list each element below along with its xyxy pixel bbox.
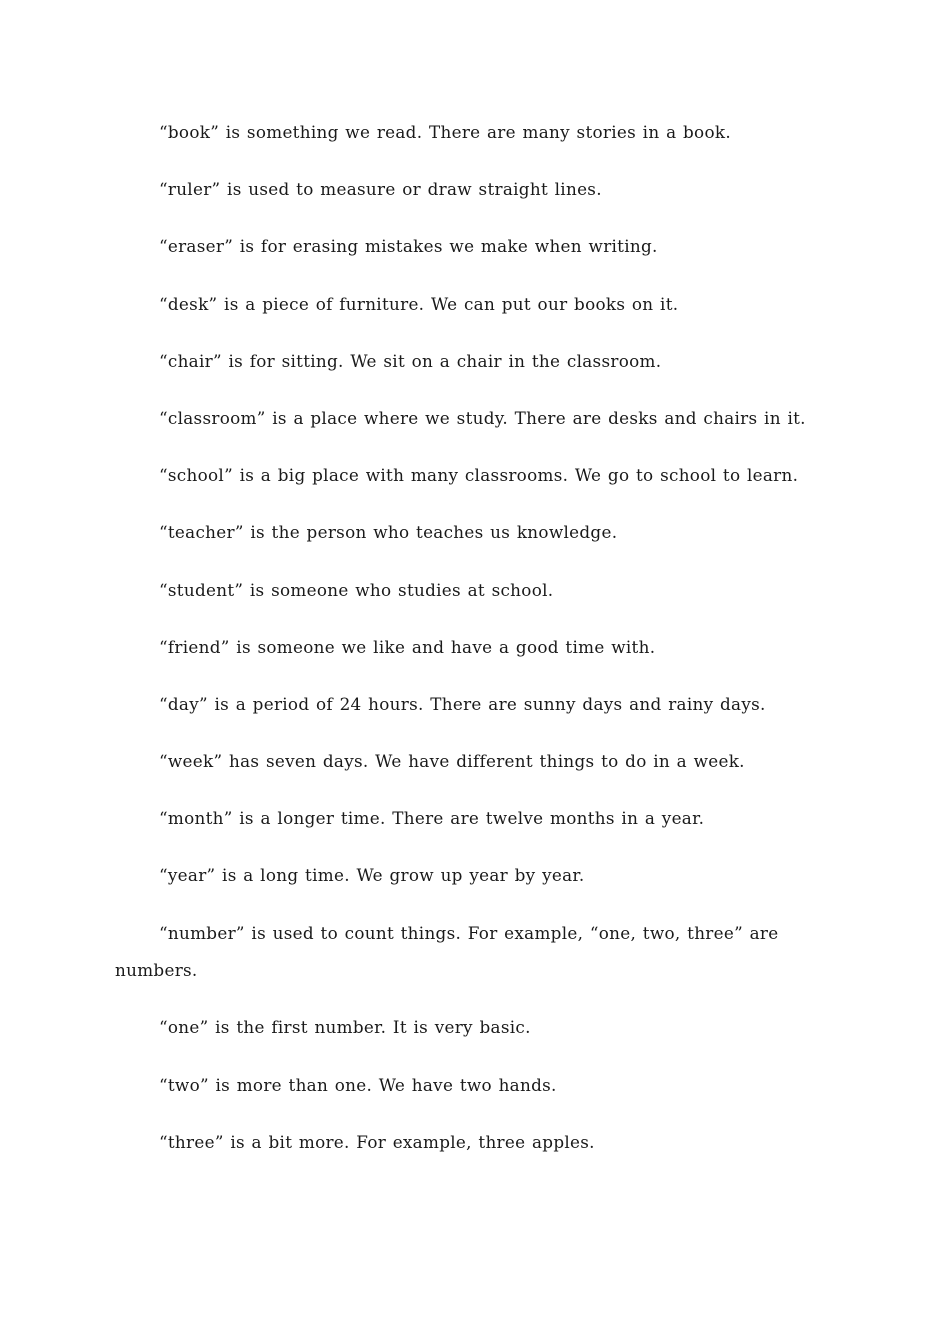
paragraph-day: “day” is a period of 24 hours. There are sunny days and rainy days. [159,693,766,714]
paragraph-desk: “desk” is a piece of furniture. We can put our books on it. [159,293,679,314]
paragraph-student: “student” is someone who studies at school. [159,579,554,600]
paragraph-chair: “chair” is for sitting. We sit on a chair in the classroom. [159,350,662,371]
paragraph-classroom: “classroom” is a place where we study. There are desks and chairs in it. [159,407,806,428]
paragraph-week: “week” has seven days. We have different things to do in a week. [159,751,745,772]
paragraph-book: “book” is something we read. There are many stories in a book. [159,122,731,142]
paragraph-year: “year” is a long time. We grow up year by year. [159,865,585,886]
paragraph-friend: “friend” is someone we like and have a good time with. [159,636,656,657]
paragraph-one: “one” is the first number. It is very basic. [159,1017,531,1038]
paragraph-number: “number” is used to count things. For example, “one, two, three” are numbers. [115,922,779,981]
paragraph-school: “school” is a big place with many classrooms. We go to school to learn. [159,465,799,486]
paragraph-two: “two” is more than one. We have two hands. [159,1074,557,1095]
paragraph-eraser: “eraser” is for erasing mistakes we make when writing. [159,236,658,257]
paragraph-teacher: “teacher” is the person who teaches us knowledge. [159,522,618,543]
document-body [115,114,835,1181]
paragraph-ruler: “ruler” is used to measure or draw straight lines. [159,179,602,200]
paragraph-three: “three” is a bit more. For example, three apples. [159,1131,595,1152]
paragraph-month: “month” is a longer time. There are twelve months in a year. [159,808,705,829]
